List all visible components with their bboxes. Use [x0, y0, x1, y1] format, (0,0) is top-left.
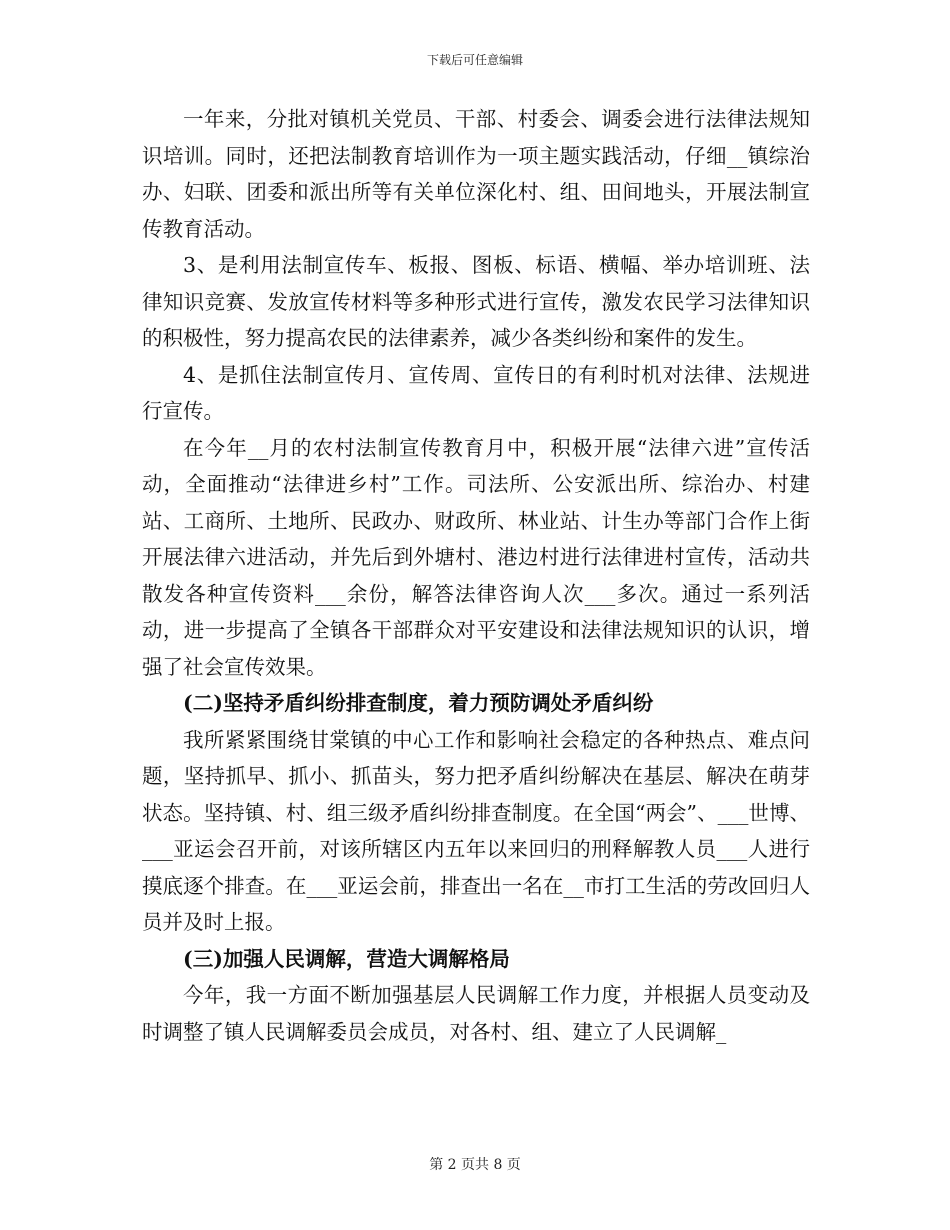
- page-number: 第 2 页共 8 页: [429, 1157, 521, 1173]
- paragraph-item-4: 4、是抓住法制宣传月、宣传周、宣传日的有利时机对法律、法规进行宣传。: [142, 362, 810, 423]
- document-body: [142, 101, 810, 1050]
- paragraph-mediation: 今年，我一方面不断加强基层人民调解工作力度，并根据人员变动及时调整了镇人民调解委员会成员，对各村、组、建立了人民调解_: [142, 983, 810, 1044]
- paragraph-item-3: 3、是利用法制宣传车、板报、图板、标语、横幅、举办培训班、法律知识竞赛、发放宣传材料等多种形式进行宣传，激发农民学习法律知识的积极性，努力提高农民的法律素养，减少各类纠纷和案件的发生。: [142, 253, 810, 350]
- section-heading-2: (二)坚持矛盾纠纷排查制度，着力预防调处矛盾纠纷: [183, 691, 654, 715]
- page-header: 下载后可任意编辑: [426, 53, 523, 67]
- paragraph-legal-month: 在今年__月的农村法制宣传教育月中，积极开展“法律六进”宣传活动，全面推动“法律进乡村”工作。司法所、公安派出所、综治办、村建站、工商所、土地所、民政办、财政所、林业站、计生办等部门合作上街开展法律六进活动，并先后到外塘村、港边村进行法律进村宣传，活动共散发各种宣传资料___余份，解答法律咨询人次___多次。通过一系列活动，进一步提高了全镇各干部群众对平安建设和法律法规知识的认识，增强了社会宣传效果。: [142, 435, 810, 679]
- section-heading-3: (三)加强人民调解，营造大调解格局: [183, 946, 510, 971]
- paragraph-training: 一年来，分批对镇机关党员、干部、村委会、调委会进行法律法规知识培训。同时，还把法制教育培训作为一项主题实践活动，仔细__镇综治办、妇联、团委和派出所等有关单位深化村、组、田间地头，开展法制宣传教育活动。: [142, 107, 810, 241]
- paragraph-dispute-screening: 我所紧紧围绕甘棠镇的中心工作和影响社会稳定的各种热点、难点问题，坚持抓早、抓小、抓苗头，努力把矛盾纠纷解决在基层、解决在萌芽状态。坚持镇、村、组三级矛盾纠纷排查制度。在全国“两会”、___世博、___亚运会召开前，对该所辖区内五年以来回归的刑释解教人员___人进行摸底逐个排查。在___亚运会前，排查出一名在__市打工生活的劳改回归人员并及时上报。: [142, 727, 810, 934]
